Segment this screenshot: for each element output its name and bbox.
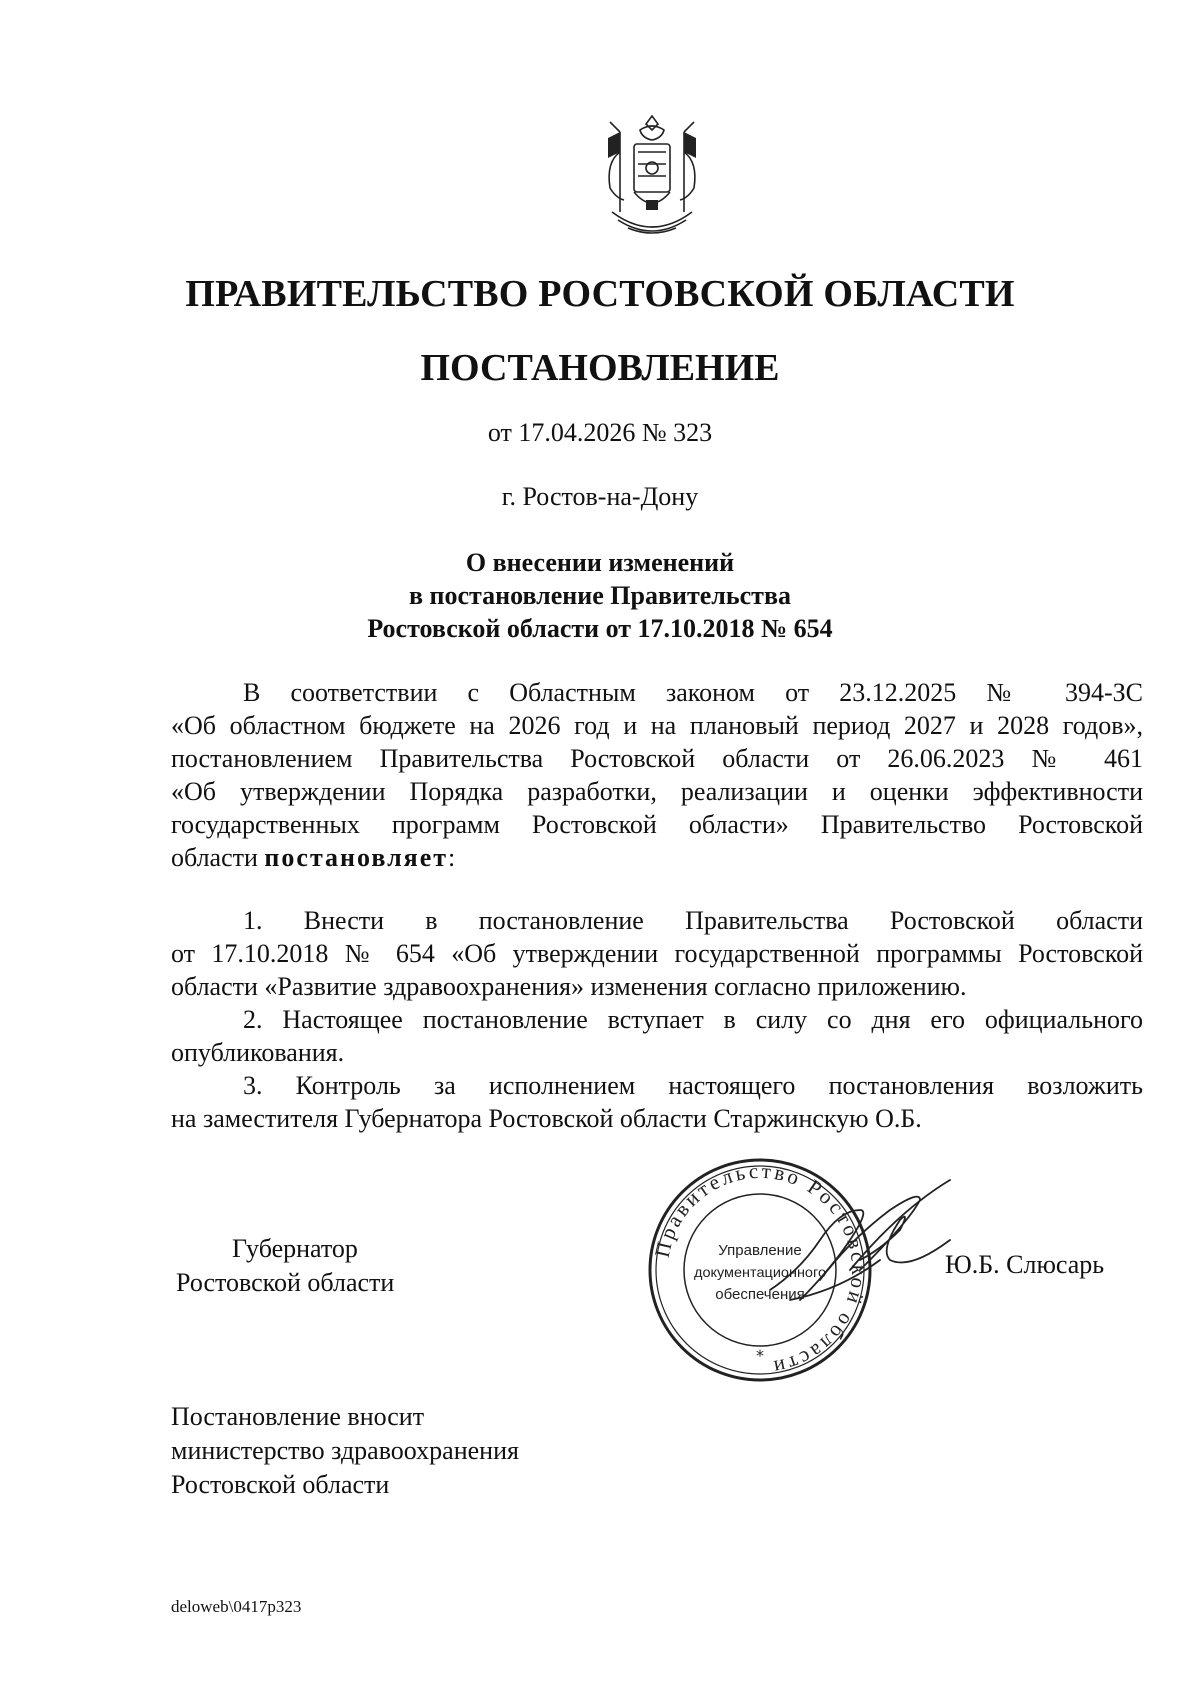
- date-number: от 17.04.2026 № 323: [487, 418, 713, 447]
- resolution-items: [171, 904, 1143, 1135]
- stamp-ring-text: Правительство Ростовской области: [649, 1158, 872, 1381]
- city: г. Ростов-на-Дону: [501, 482, 699, 511]
- document-type-heading: ПОСТАНОВЛЕНИЕ: [420, 347, 780, 389]
- introduced-by-line: Ростовской области: [171, 1470, 390, 1499]
- introduced-by-note: [171, 1400, 519, 1502]
- paragraph-line: «Об областном бюджете на 2026 год и на плановый период 2027 и 2028 годов»,: [171, 711, 1143, 740]
- title-line: О внесении изменений: [465, 548, 735, 577]
- signatory-position-line: Губернатор: [232, 1234, 358, 1263]
- paragraph-line: государственных программ Ростовской области» Правительство Ростовской: [171, 810, 1143, 839]
- stamp-star: *: [756, 1346, 764, 1365]
- paragraph-line: [171, 841, 1143, 874]
- signatory-position: [176, 1232, 394, 1300]
- stamp-center-line: документационного: [694, 1264, 827, 1280]
- item-1-line: от 17.10.2018 № 654 «Об утверждении государственной программы Ростовской: [171, 939, 1143, 968]
- organization-heading: ПРАВИТЕЛЬСТВО РОСТОВСКОЙ ОБЛАСТИ: [185, 273, 1015, 315]
- item-2-line: 2. Настоящее постановление вступает в силу со дня его официального: [243, 1005, 1143, 1034]
- coat-of-arms-emblem: [598, 112, 706, 240]
- signatory-name: Ю.Б. Слюсарь: [945, 1250, 1105, 1279]
- item-3-line: на заместителя Губернатора Ростовской области Старжинскую О.Б.: [171, 1104, 922, 1133]
- item-3-line: 3. Контроль за исполнением настоящего постановления возложить: [243, 1071, 1143, 1100]
- resolves-keyword: постановляет: [264, 843, 449, 872]
- item-1-line: области «Развитие здравоохранения» изменения согласно приложению.: [171, 972, 967, 1001]
- stamp-center-line: Управление: [718, 1242, 802, 1259]
- paragraph-text: области: [171, 843, 265, 872]
- title-line: Ростовской области от 17.10.2018 № 654: [367, 614, 833, 643]
- handwritten-signature: [760, 1170, 980, 1320]
- title-line: в постановление Правительства: [408, 581, 791, 610]
- paragraph-line: постановлением Правительства Ростовской области от 26.06.2023 № 461: [171, 744, 1143, 773]
- file-reference: deloweb\0417p323: [171, 1597, 302, 1616]
- stamp-center-line: обеспечения: [715, 1286, 805, 1303]
- document-title: [0, 546, 1200, 645]
- item-2-line: опубликования.: [171, 1038, 345, 1067]
- preamble-paragraph: [171, 676, 1143, 874]
- paragraph-line: В соответствии с Областным законом от 23.12.2025 № 394-ЗС: [243, 678, 1143, 707]
- item-1-line: 1. Внести в постановление Правительства Ростовской области: [243, 906, 1143, 935]
- signatory-position-line: Ростовской области: [176, 1268, 395, 1297]
- paragraph-text: :: [448, 843, 456, 872]
- paragraph-line: «Об утверждении Порядка разработки, реализации и оценки эффективности: [171, 777, 1143, 806]
- introduced-by-line: министерство здравоохранения: [171, 1436, 519, 1465]
- introduced-by-line: Постановление вносит: [171, 1402, 425, 1431]
